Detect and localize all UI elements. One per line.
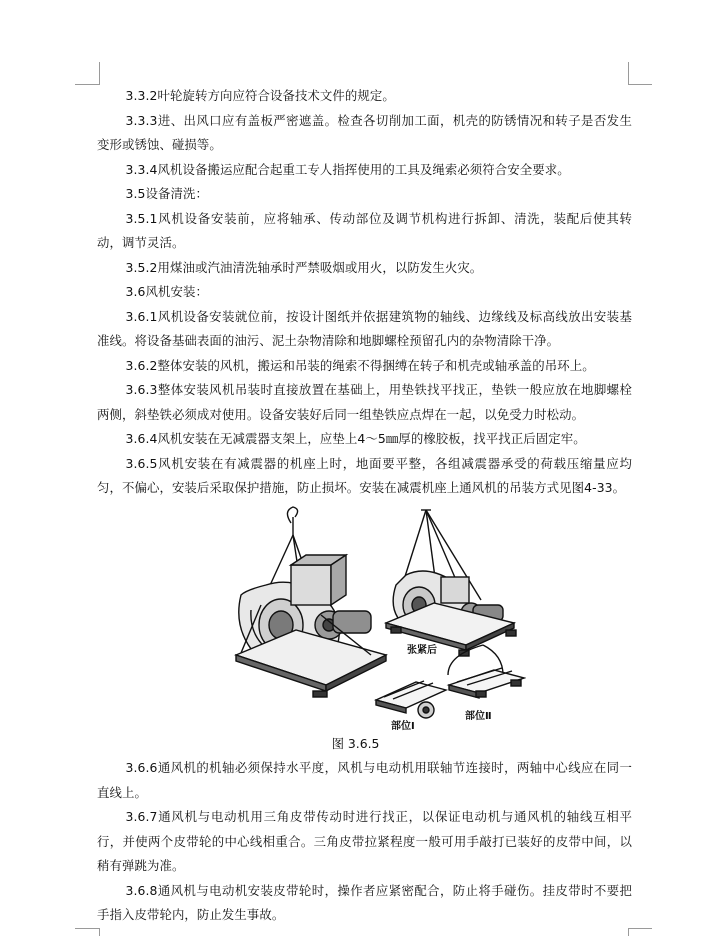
crop-mark-bottom-right-v <box>628 928 629 936</box>
label-tightened: 张紧后 <box>407 645 437 656</box>
crop-mark-top-left-v <box>99 62 100 85</box>
paragraph: 3.6.6通风机的机轴必须保持水平度，风机与电动机用联轴节连接时，两轴中心线应在同一直线上。 <box>97 760 632 800</box>
figure-fan-lifting <box>221 505 526 733</box>
crop-mark-bottom-left-v <box>99 928 100 936</box>
paragraph: 3.6.4风机安装在无减震器支架上，应垫上4～5㎜厚的橡胶板，找平找正后固定牢。 <box>125 431 586 446</box>
paragraph: 3.6.8通风机与电动机安装皮带轮时，操作者应紧密配合，防止将手碰伤。挂皮带时不要把手指入皮带轮内，防止发生事故。 <box>97 882 632 922</box>
crop-mark-bottom-left-h <box>75 928 99 929</box>
paragraph: 3.3.2叶轮旋转方向应符合设备技术文件的规定。 <box>125 88 395 103</box>
paragraph: 3.5.1风机设备安装前，应将轴承、传动部位及调节机构进行拆卸、清洗，装配后使其转动，调节灵活。 <box>97 210 632 250</box>
paragraph: 3.6.3整体安装风机吊装时直接放置在基础上，用垫铁找平找正，垫铁一般应放在地脚螺栓两侧，斜垫铁必须成对使用。设备安装好后同一组垫铁应点焊在一起，以免受力时松动。 <box>97 382 632 422</box>
paragraph: 3.6.7通风机与电动机用三角皮带传动时进行找正，以保证电动机与通风机的轴线互相平行，并使两个皮带轮的中心线相重合。三角皮带拉紧程度一般可用手敲打已装好的皮带中间，以稍有弹跳为准。 <box>97 809 632 873</box>
paragraph: 3.6.1风机设备安装就位前，按设计图纸并依据建筑物的轴线、边缘线及标高线放出安装基准线。将设备基础表面的油污、泥土杂物清除和地脚螺栓预留孔内的杂物清除干净。 <box>97 308 632 348</box>
paragraph: 3.6.5风机安装在有减震器的机座上时，地面要平整，各组减震器承受的荷载压缩量应均匀，不偏心，安装后采取保护措施，防止损坏。安装在减震机座上通风机的吊装方式见图4-33。 <box>97 455 632 495</box>
fan-housing-box-right <box>441 577 469 603</box>
crop-mark-top-left-h <box>75 84 99 85</box>
fan-lifting-illustration <box>221 505 526 733</box>
paragraph: 3.3.4风机设备搬运应配合起重工专人指挥使用的工具及绳索必须符合安全要求。 <box>125 161 570 177</box>
label-part-2: 部位Ⅱ <box>465 711 492 722</box>
paragraph: 3.5.2用煤油或汽油清洗轴承时严禁吸烟或用火，以防发生火灾。 <box>125 259 483 275</box>
section-heading: 3.6风机安装： <box>125 284 208 299</box>
crop-mark-bottom-right-h <box>628 928 652 929</box>
crop-mark-top-right-v <box>628 62 629 85</box>
label-part-1: 部位Ⅰ <box>391 721 415 732</box>
section-heading: 3.5设备清洗： <box>125 186 208 201</box>
damper-left <box>313 691 327 697</box>
fan-housing-box-left <box>291 565 331 605</box>
figure-caption: 图 3.6.5 <box>331 736 380 751</box>
paragraph: 3.3.3进、出风口应有盖板严密遮盖。检查各切削加工面，机壳的防锈情况和转子是否发生变形或锈蚀、碰损等。 <box>97 112 632 152</box>
body-text-bottom <box>97 756 632 928</box>
body-text-top <box>97 84 632 501</box>
paragraph: 3.6.2整体安装的风机，搬运和吊装的绳索不得捆缚在转子和机壳或轴承盖的吊环上。 <box>125 357 595 373</box>
